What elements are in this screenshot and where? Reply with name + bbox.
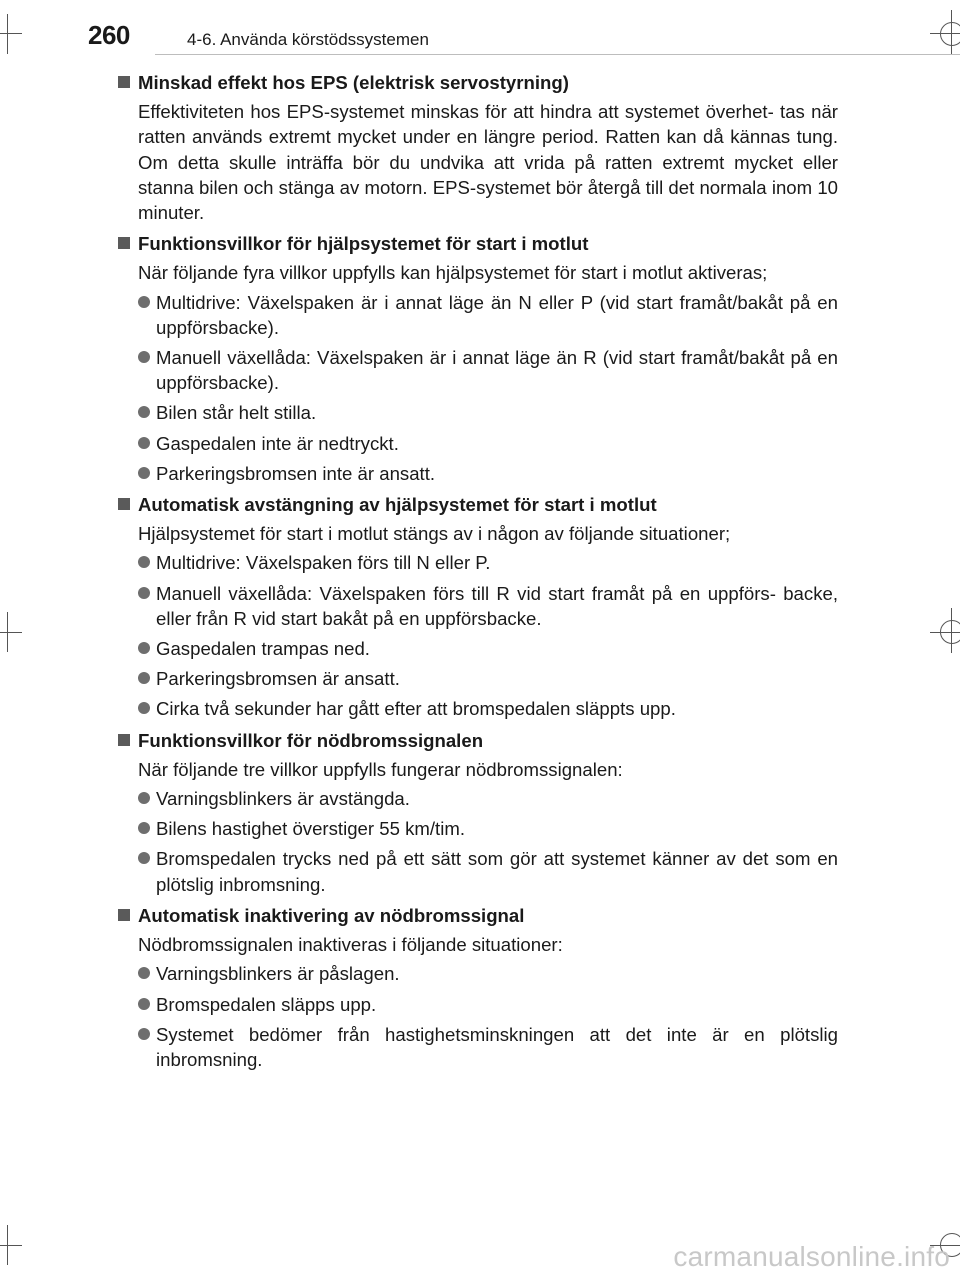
list-item: Bromspedalen släpps upp. xyxy=(138,992,838,1017)
list-item: Parkeringsbromsen är ansatt. xyxy=(138,666,838,691)
section-title: Minskad effekt hos EPS (elektrisk servostyrning) xyxy=(138,72,569,93)
section-title: Funktionsvillkor för hjälpsystemet för start i motlut xyxy=(138,233,589,255)
section-title: Automatisk avstängning av hjälpsystemet för start i motlut xyxy=(138,494,657,516)
round-bullet-icon xyxy=(138,296,150,308)
round-bullet-icon xyxy=(138,792,150,804)
section-hill-start-conditions xyxy=(118,231,838,486)
round-bullet-icon xyxy=(138,702,150,714)
list-item: Gaspedalen inte är nedtryckt. xyxy=(138,431,838,456)
square-bullet-icon xyxy=(118,76,130,88)
round-bullet-icon xyxy=(138,852,150,864)
header-rule xyxy=(155,54,960,55)
section-title: Automatisk inaktivering av nödbromssignal xyxy=(138,904,525,926)
section-hill-start-auto-off xyxy=(118,492,838,722)
bullet-list xyxy=(138,786,838,897)
section-heading xyxy=(118,231,838,256)
page-content xyxy=(118,70,838,1077)
list-item: Cirka två sekunder har gått efter att bromspedalen släppts upp. xyxy=(138,696,838,721)
bullet-list xyxy=(138,550,838,721)
section-heading xyxy=(118,903,838,928)
round-bullet-icon xyxy=(138,556,150,568)
square-bullet-icon xyxy=(118,498,130,510)
list-item: Bilen står helt stilla. xyxy=(138,400,838,425)
section-heading xyxy=(118,70,838,95)
square-bullet-icon xyxy=(118,909,130,921)
section-title: Funktionsvillkor för nödbromssignalen xyxy=(138,729,484,751)
page-number: 260 xyxy=(88,20,130,50)
list-item: Manuell växellåda: Växelspaken förs till R vid start framåt på en uppförs- backe, eller från R vid start bakåt på en uppförsbacke. xyxy=(138,581,838,631)
section-emergency-brake-signal-deactivation xyxy=(118,903,838,1072)
list-item: Systemet bedömer från hastighetsminskningen att det inte är en plötslig inbromsning. xyxy=(138,1022,838,1072)
list-item: Varningsblinkers är avstängda. xyxy=(138,786,838,811)
list-item: Varningsblinkers är påslagen. xyxy=(138,961,838,986)
square-bullet-icon xyxy=(118,237,130,249)
round-bullet-icon xyxy=(138,822,150,834)
round-bullet-icon xyxy=(138,642,150,654)
section-paragraph: Nödbromssignalen inaktiveras i följande situationer: xyxy=(138,934,563,956)
list-item: Bilens hastighet överstiger 55 km/tim. xyxy=(138,816,838,841)
section-heading xyxy=(118,728,838,753)
section-emergency-brake-signal-conditions xyxy=(118,728,838,897)
round-bullet-icon xyxy=(138,587,150,599)
round-bullet-icon xyxy=(138,351,150,363)
watermark: carmanualsonline.info xyxy=(673,1241,950,1272)
square-bullet-icon xyxy=(118,734,130,746)
round-bullet-icon xyxy=(138,467,150,479)
list-item: Manuell växellåda: Växelspaken är i annat läge än R (vid start framåt/bakåt på en uppförsbacke). xyxy=(138,345,838,395)
bullet-list xyxy=(138,961,838,1072)
list-item: Gaspedalen trampas ned. xyxy=(138,636,838,661)
round-bullet-icon xyxy=(138,672,150,684)
section-paragraph: Effektiviteten hos EPS-systemet minskas för att hindra att systemet överhet- tas när ratten används extremt mycket under en längre period. Ratten kan då kännas tung. Om detta skulle inträffa bör du undvika att vrida på ratten extremt mycket eller stanna bilen och stänga av motorn. EPS-systemet bör återgå till det normala inom 10 minuter. xyxy=(138,101,838,224)
list-item: Multidrive: Växelspaken förs till N eller P. xyxy=(138,550,838,575)
section-eps xyxy=(118,70,838,225)
round-bullet-icon xyxy=(138,437,150,449)
list-item: Parkeringsbromsen inte är ansatt. xyxy=(138,461,838,486)
round-bullet-icon xyxy=(138,998,150,1010)
bullet-list xyxy=(138,290,838,486)
list-item: Multidrive: Växelspaken är i annat läge än N eller P (vid start framåt/bakåt på en uppförsbacke). xyxy=(138,290,838,340)
section-paragraph: Hjälpsystemet för start i motlut stängs av i någon av följande situationer; xyxy=(138,523,731,545)
list-item: Bromspedalen trycks ned på ett sätt som gör att systemet känner av det som en plötslig inbromsning. xyxy=(138,846,838,896)
round-bullet-icon xyxy=(138,1028,150,1040)
round-bullet-icon xyxy=(138,406,150,418)
round-bullet-icon xyxy=(138,967,150,979)
section-paragraph: När följande fyra villkor uppfylls kan hjälpsystemet för start i motlut aktiveras; xyxy=(138,262,768,284)
running-head: 4-6. Använda körstödssystemen xyxy=(187,30,429,49)
section-heading xyxy=(118,492,838,517)
section-paragraph: När följande tre villkor uppfylls fungerar nödbromssignalen: xyxy=(138,758,623,780)
